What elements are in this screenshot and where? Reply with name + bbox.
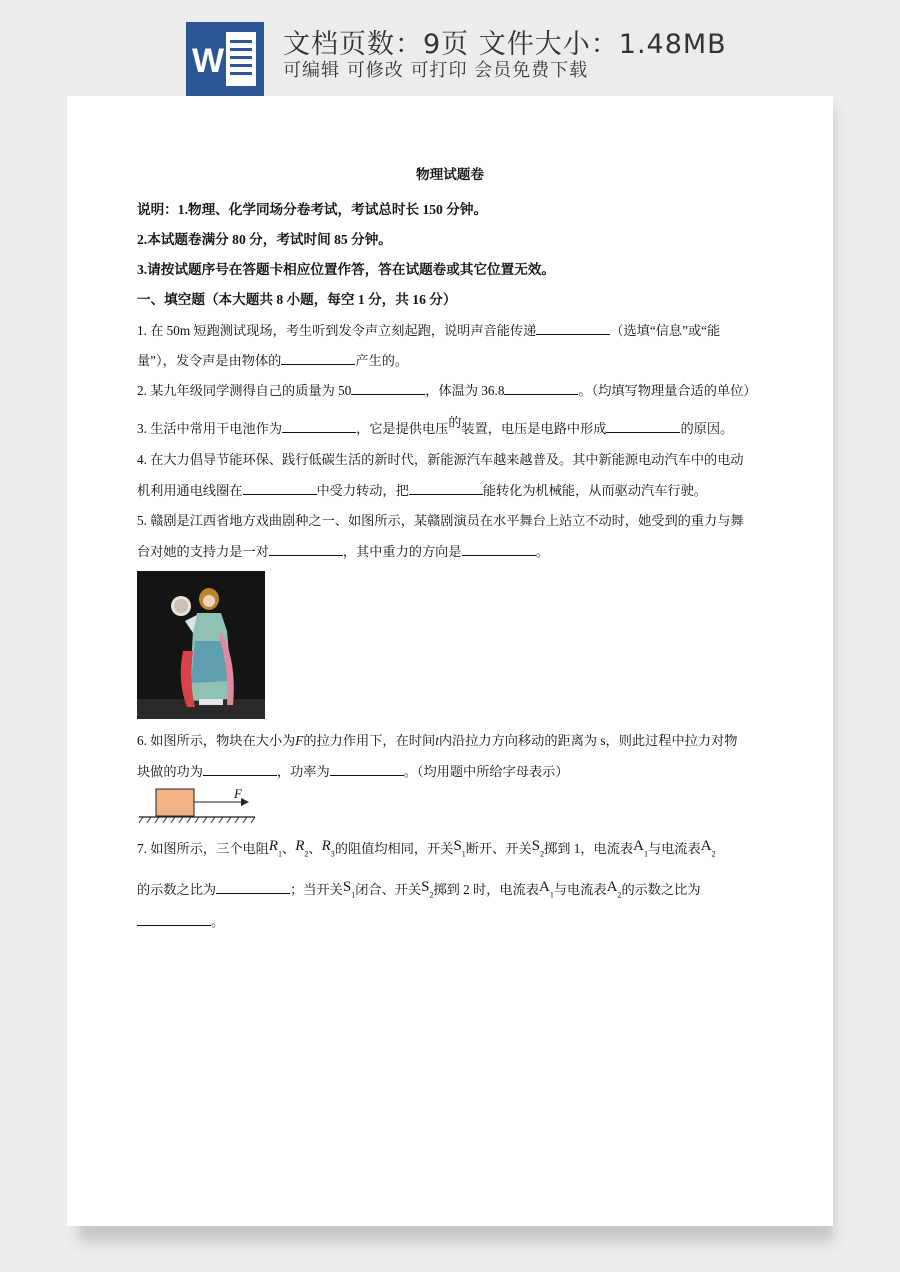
answer-blank[interactable] (462, 542, 536, 556)
page-title: 物理试题卷 (416, 167, 484, 182)
question-7-line-3: 。 (137, 912, 224, 931)
answer-blank[interactable] (409, 481, 483, 495)
question-5-line-1: 5. 赣剧是江西省地方戏曲剧种之一、如图所示，某赣剧演员在水平舞台上站立不动时，她受到的重力与舞 (137, 513, 744, 528)
question-2: 2. 某九年级同学测得自己的质量为 50 ，体温为 36.8 。（均填写物理量合适的单位） (137, 383, 757, 398)
performer-illustration (137, 571, 265, 719)
answer-blank[interactable] (269, 542, 343, 556)
question-5-line-2: 台对她的支持力是一对 ，其中重力的方向是 。 (137, 544, 549, 559)
answer-blank[interactable] (536, 321, 610, 335)
exam-note-1: 说明：1.物理、化学同场分卷考试，考试总时长 150 分钟。 (137, 202, 488, 217)
question-7-line-2: 的示数之比为 ；当开关$S_1$闭合、开关$S_2$掷到 2 时，电流表$A_1$与电流表$A_2$的示数之比为 (137, 879, 701, 900)
answer-blank[interactable] (203, 762, 277, 776)
doc-meta-features: 可编辑 可修改 可打印 会员免费下载 (283, 60, 589, 81)
ground-hatching (139, 817, 255, 823)
question-3: 3. 生活中常用干电池作为 ，它是提供电压的装置，电压是电路中形成 的原因。 (137, 415, 734, 436)
answer-blank[interactable] (282, 419, 356, 433)
question-7-line-1: 7. 如图所示，三个电阻$R_1$、$R_2$、$R_3$的阻值均相同，开关$S_1$断开、开关$S_2$掷到 1，电流表$A_1$与电流表$A_2$ (137, 838, 716, 859)
answer-blank[interactable] (330, 762, 404, 776)
answer-blank[interactable] (281, 351, 355, 365)
doc-meta-pages-size: 文档页数：9页 文件大小：1.48MB (283, 29, 727, 60)
question-6-line-1: 6. 如图所示，物块在大小为F的拉力作用下，在时间t内沿拉力方向移动的距离为 s，则此过程中拉力对物 (137, 733, 738, 748)
question-1-line-1: 1. 在 50m 短跑测试现场，考生听到发令声立刻起跑，说明声音能传递 （选填“信息”或“能 (137, 323, 721, 338)
word-document-icon (186, 22, 264, 96)
answer-blank[interactable] (351, 381, 425, 395)
opera-performer-photo (137, 571, 265, 719)
exam-note-2: 2.本试题卷满分 80 分，考试时间 85 分钟。 (137, 232, 392, 247)
force-block-diagram (137, 785, 257, 827)
answer-blank[interactable] (243, 481, 317, 495)
question-1-line-2: 量”），发令声是由物体的 产生的。 (137, 353, 409, 368)
arrow-head-icon (241, 798, 249, 806)
word-icon-letter: W (192, 42, 225, 80)
question-4-line-1: 4. 在大力倡导节能环保、践行低碳生活的新时代，新能源汽车越来越普及。其中新能源电动汽车中的电动 (137, 452, 744, 467)
answer-blank[interactable] (504, 381, 578, 395)
answer-blank[interactable] (606, 419, 680, 433)
question-4-line-2: 机利用通电线圈在 中受力转动，把 能转化为机械能，从而驱动汽车行驶。 (137, 483, 707, 498)
question-6-line-2: 块做的功为 ，功率为 。（均用题中所给字母表示） (137, 764, 569, 779)
section-heading: 一、填空题（本大题共 8 小题，每空 1 分，共 16 分） (137, 292, 457, 307)
answer-blank[interactable] (216, 880, 290, 894)
exam-note-3: 3.请按试题序号在答题卡相应位置作答，答在试题卷或其它位置无效。 (137, 262, 556, 277)
answer-blank[interactable] (137, 912, 211, 926)
download-banner (0, 0, 900, 96)
force-label: F (234, 786, 242, 801)
